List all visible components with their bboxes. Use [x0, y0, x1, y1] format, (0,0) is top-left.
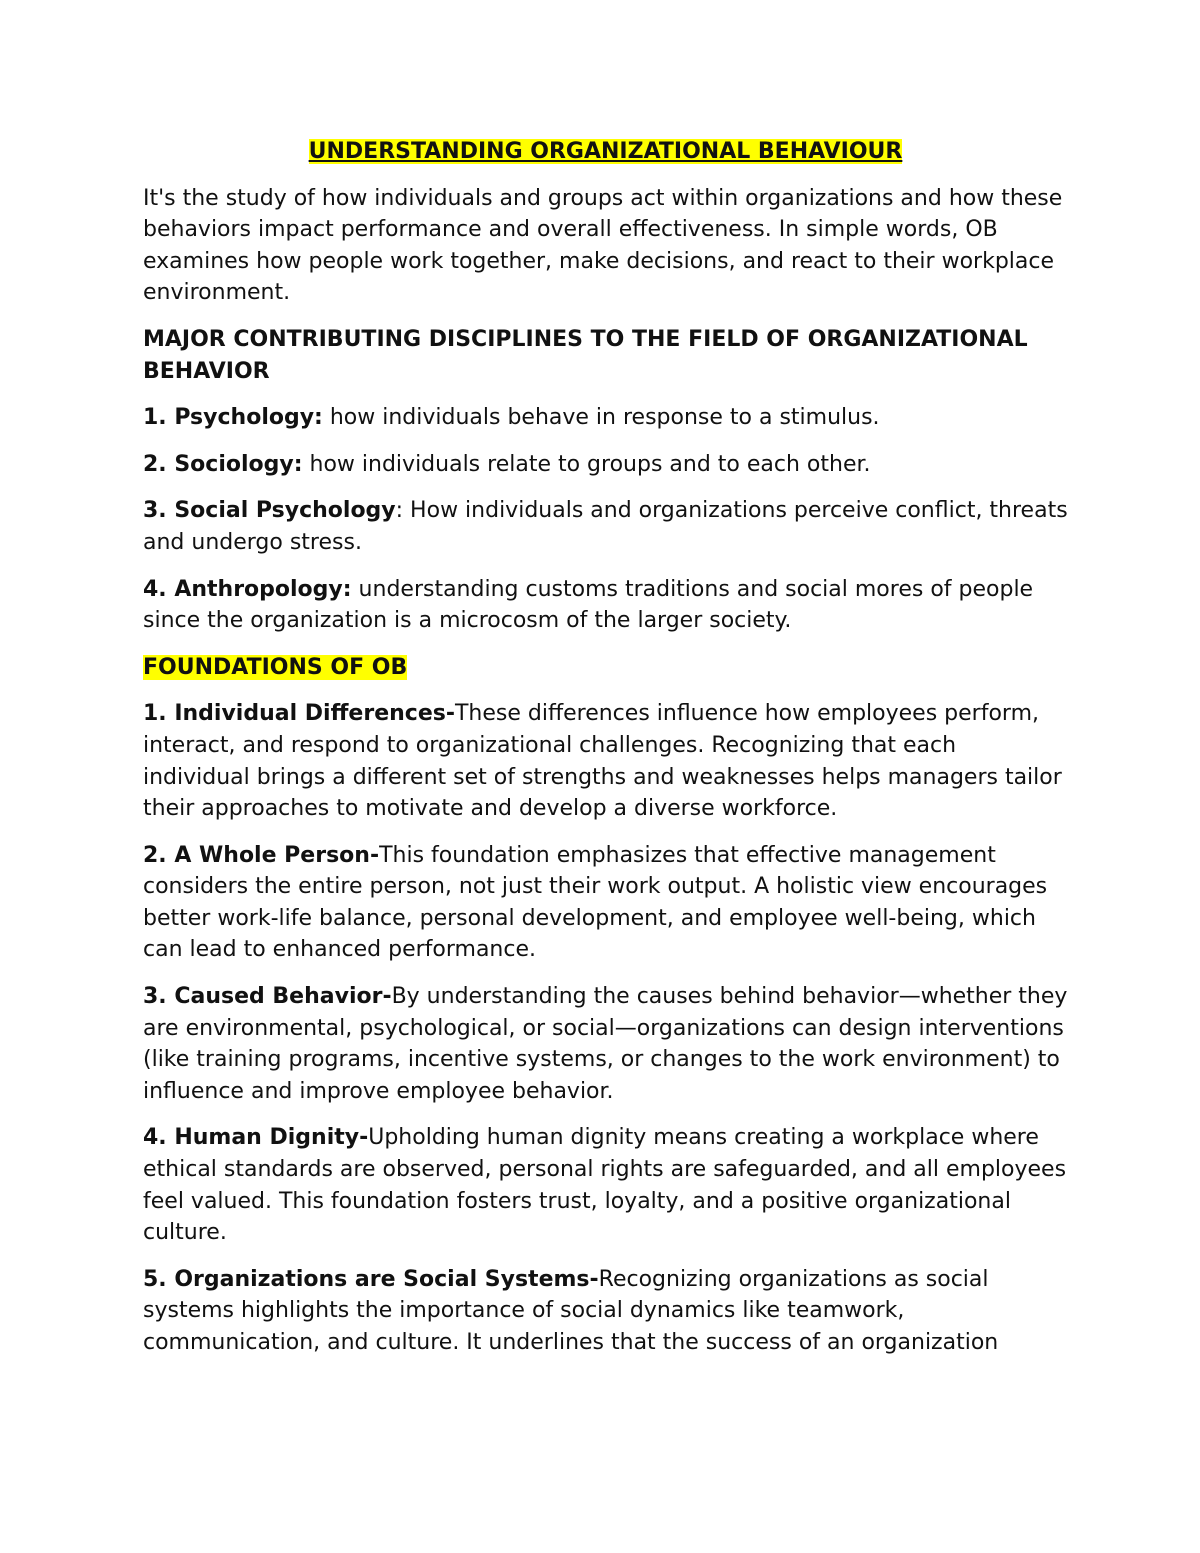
foundation-text: By understanding the causes behind behavior—whether they are environmental, psychological, or social—organizations can design interventions (like training programs, incentive systems, or changes to the work environment) to influence and improve employee behavior.: [143, 984, 1068, 1104]
foundation-text: These differences influence how employees perform, interact, and respond to organizational challenges. Recognizing that each individual brings a different set of strengths and weaknesses helps managers tailor their approaches to motivate and develop a diverse workforce.: [143, 701, 1062, 822]
intro-paragraph: It's the study of how individuals and groups act within organizations and how these behaviors impact performance and overall effectiveness. In simple words, OB examines how people work together, make decisions, and react to their workplace environment.: [143, 185, 1063, 306]
discipline-item-social-psychology: [143, 495, 1068, 558]
foundation-item-individual-differences: [143, 698, 1068, 824]
discipline-text: how individuals relate to groups and to each other.: [302, 451, 871, 477]
foundation-item-whole-person: [143, 840, 1068, 966]
foundations-heading-wrap: [143, 652, 1068, 684]
discipline-term: 2. Sociology:: [143, 451, 303, 477]
document-title: UNDERSTANDING ORGANIZATIONAL BEHAVIOUR: [308, 139, 903, 164]
foundation-text: Recognizing organizations as social systems highlights the importance of social dynamics like teamwork, communication, and culture. It underlines that the success of an organization: [143, 1266, 999, 1355]
discipline-term: 1. Psychology:: [143, 405, 323, 431]
foundations-heading: FOUNDATIONS OF OB: [143, 654, 408, 680]
foundation-term: 2. A Whole Person-: [143, 842, 380, 868]
foundation-term: 1. Individual Differences-: [143, 701, 455, 727]
foundation-item-human-dignity: [143, 1122, 1068, 1248]
discipline-text: understanding customs traditions and social mores of people since the organization is a microcosm of the larger society.: [143, 576, 1034, 634]
discipline-text: : How individuals and organizations perceive conflict, threats and undergo stress.: [143, 498, 1068, 555]
discipline-term: 3. Social Psychology: [143, 498, 396, 524]
disciplines-heading: MAJOR CONTRIBUTING DISCIPLINES TO THE FIELD OF ORGANIZATIONAL BEHAVIOR: [143, 326, 1028, 384]
discipline-item-psychology: [143, 402, 1068, 434]
foundation-item-social-systems: [143, 1264, 1068, 1359]
discipline-text: how individuals behave in response to a stimulus.: [322, 405, 880, 431]
discipline-term: 4. Anthropology:: [143, 576, 352, 602]
document-page: [143, 136, 1068, 1374]
discipline-item-anthropology: [143, 574, 1068, 637]
foundation-term: 4. Human Dignity-: [143, 1125, 369, 1151]
title-block: [143, 136, 1068, 168]
foundation-text: Upholding human dignity means creating a workplace where ethical standards are observed, personal rights are safeguarded, and all employees feel valued. This foundation fosters trust, loyalty, and a positive organizational culture.: [143, 1125, 1067, 1246]
foundation-term: 3. Caused Behavior-: [143, 984, 392, 1010]
discipline-item-sociology: [143, 449, 1068, 481]
foundation-text: This foundation emphasizes that effective management considers the entire person, not just their work output. A holistic view encourages better work-life balance, personal development, and employee well-being, which can lead to enhanced performance.: [143, 842, 1048, 963]
foundation-item-caused-behavior: [143, 981, 1068, 1107]
foundation-term: 5. Organizations are Social Systems-: [143, 1266, 599, 1292]
